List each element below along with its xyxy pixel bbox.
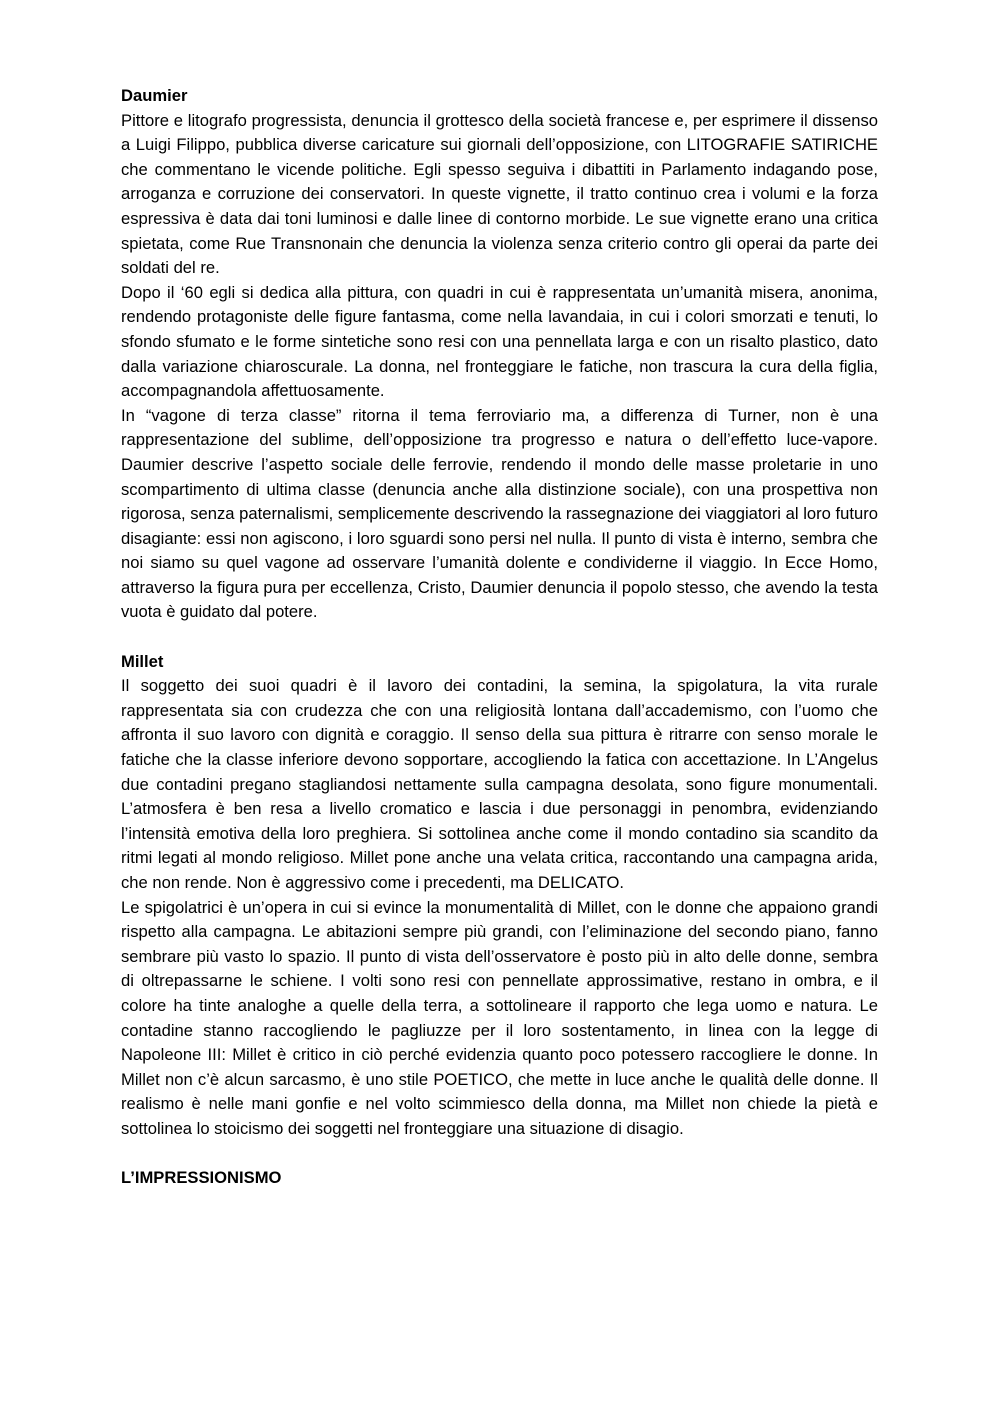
paragraph: Dopo il ‘60 egli si dedica alla pittura, con quadri in cui è rappresentata un’umanità misera, anonima, rendendo protagoniste delle figure fantasma, come nella lavandaia, in cui i colori smorzati e tenuti, lo sfondo sfumato e le forme sintetiche sono resi con una pennellata larga e con un risalto plastico, dato dalla variazione chiaroscurale. La donna, nel fronteggiare le fatiche, non trascura la cura della figlia, accompagnandola affettuosamente. bbox=[121, 282, 878, 401]
document-page bbox=[121, 84, 878, 1191]
section-title: Millet bbox=[121, 651, 164, 671]
paragraph: In “vagone di terza classe” ritorna il tema ferroviario ma, a differenza di Turner, non è una rappresentazione del sublime, dell’opposizione tra progresso e natura o dell’effetto luce-vapore. Daumier descrive l’aspetto sociale delle ferrovie, rendendo il mondo delle masse proletarie in uno scompartimento di ultima classe (denuncia anche alla distinzione sociale), con una prospettiva non rigorosa, senza paternalismi, semplicemente descrivendo la rassegnazione dei viaggiatori al loro futuro disagiante: essi non agiscono, i loro sguardi sono persi nel nulla. Il punto di vista è interno, sembra che noi siamo su quel vagone ad osservare l’umanità dolente e condividerne il viaggio. In Ecce Homo, attraverso la figura pura per eccellenza, Cristo, Daumier denuncia il popolo stesso, che avendo la testa vuota è guidato dal potere. bbox=[121, 405, 878, 622]
paragraph: Pittore e litografo progressista, denuncia il grottesco della società francese e, per esprimere il dissenso a Luigi Filippo, pubblica diverse caricature sui giornali dell’opposizione, con LITOGRAFIE SATIRICHE che commentano le vicende politiche. Egli spesso seguiva i dibattiti in Parlamento indagando pose, arroganza e corruzione dei conservatori. In queste vignette, il tratto continuo crea i volumi e la forza espressiva è data dai toni luminosi e dalle linee di contorno morbide. Le sue vignette erano una critica spietata, come Rue Transnonain che denuncia la violenza senza criterio contro gli operai da parte dei soldati del re. bbox=[121, 110, 878, 278]
section-daumier bbox=[121, 84, 878, 625]
chapter-heading: L’IMPRESSIONISMO bbox=[121, 1168, 282, 1188]
paragraph: Le spigolatrici è un’opera in cui si evince la monumentalità di Millet, con le donne che appaiono grandi rispetto alla campagna. Le abitazioni sempre più grandi, con l’eliminazione del secondo piano, fanno sembrare più vasto lo spazio. Il punto di vista dell’osservatore è posto più in alto delle donne, sembra di oltrepassarne le schiene. I volti sono resi con pennellate approssimative, restano in ombra, e il colore ha tinte analoghe a quelle della terra, a sottolineare il rapporto che lega uomo e natura. Le contadine stanno raccogliendo le pagliuzze per il loro sostentamento, in linea con la legge di Napoleone III: Millet è critico in ciò perché evidenzia quanto poco potessero raccogliere le donne. In Millet non c’è alcun sarcasmo, è uno stile POETICO, che mette in luce anche le qualità delle donne. Il realismo è nelle mani gonfie e nel volto scimmiesco della donna, ma Millet non chiede la pietà e sottolinea lo stoicismo dei soggetti nel fronteggiare una situazione di disagio. bbox=[121, 897, 878, 1138]
section-title: Daumier bbox=[121, 86, 188, 105]
paragraph-spacer bbox=[121, 625, 878, 650]
section-millet bbox=[121, 650, 878, 1142]
paragraph: Il soggetto dei suoi quadri è il lavoro dei contadini, la semina, la spigolatura, la vita rurale rappresentata sia con crudezza che con una religiosità lontana dall’accademismo, con l’uomo che affronta il suo lavoro con dignità e coraggio. Il senso della sua pittura è ritrarre con senso morale le fatiche che la classe inferiore devono sopportare, accogliendo la fatica con accettazione. In L’Angelus due contadini pregano stagliandosi nettamente sulla campagna desolata, sono figure monumentali. L’atmosfera è ben resa a livello cromatico e lascia i due personaggi in penombra, evidenziando l’intensità emotiva della loro preghiera. Si sottolinea anche come il mondo contadino sia scandito da ritmi legati al mondo religioso. Millet pone anche una velata critica, raccontando una campagna arida, che non rende. Non è aggressivo come i precedenti, ma DELICATO. bbox=[121, 676, 878, 892]
paragraph-spacer bbox=[121, 1142, 878, 1167]
